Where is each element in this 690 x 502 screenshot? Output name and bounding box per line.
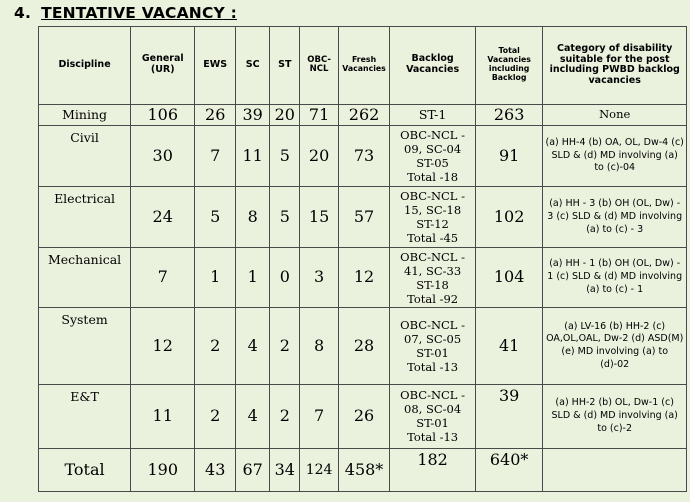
cell-fresh: 12 xyxy=(338,247,389,308)
cell-ews: 5 xyxy=(195,187,236,248)
table-row-civil xyxy=(39,125,687,187)
cell-st: 0 xyxy=(270,247,300,308)
backlog-line: ST-01 xyxy=(416,416,449,431)
header-total: Total Vacancies including Backlog xyxy=(475,27,542,105)
cell-total: 41 xyxy=(475,308,542,385)
cell-sc: 11 xyxy=(236,125,270,187)
cell-general: 190 xyxy=(131,448,195,491)
cell-fresh: 26 xyxy=(338,385,389,449)
cell-sc: 39 xyxy=(236,104,270,125)
cell-category: (a) HH - 1 (b) OH (OL, Dw) - 1 (c) SLD & (d) MD involving (a) to (c) - 1 xyxy=(543,247,687,308)
header-row xyxy=(39,27,687,105)
backlog-line: 07, SC-05 xyxy=(404,332,462,347)
cell-st: 2 xyxy=(270,385,300,449)
backlog-line: OBC-NCL - xyxy=(400,318,465,333)
table-row-et xyxy=(39,385,687,449)
cell-obc: 124 xyxy=(300,448,339,491)
backlog-line: ST-18 xyxy=(416,277,449,292)
cell-backlog: 182 xyxy=(390,448,476,491)
cell-st: 5 xyxy=(270,125,300,187)
backlog-line: Total -92 xyxy=(407,291,459,306)
cell-obc: 71 xyxy=(300,104,339,125)
cell-category: (a) HH - 3 (b) OH (OL, Dw) - 3 (c) SLD & (d) MD involving (a) to (c) - 3 xyxy=(543,187,687,248)
cell-sc: 4 xyxy=(236,308,270,385)
vacancy-table xyxy=(38,26,687,492)
cell-obc: 8 xyxy=(300,308,339,385)
cell-obc: 20 xyxy=(300,125,339,187)
cell-general: 106 xyxy=(131,104,195,125)
cell-general: 7 xyxy=(131,247,195,308)
cell-fresh: 28 xyxy=(338,308,389,385)
header-fresh: Fresh Vacancies xyxy=(338,27,389,105)
cell-fresh: 262 xyxy=(338,104,389,125)
cell-st: 20 xyxy=(270,104,300,125)
table-row-mechanical xyxy=(39,247,687,308)
cell-backlog xyxy=(390,308,476,385)
cell-ews: 7 xyxy=(195,125,236,187)
header-category: Category of disability suitable for the post including PWBD backlog vacancies xyxy=(543,27,687,105)
cell-ews: 1 xyxy=(195,247,236,308)
cell-discipline: Mechanical xyxy=(39,247,131,308)
backlog-line: OBC-NCL - xyxy=(400,128,465,143)
cell-backlog: ST-1 xyxy=(390,104,476,125)
backlog-line: Total -45 xyxy=(407,231,459,246)
backlog-line: OBC-NCL - xyxy=(400,249,465,264)
cell-st: 2 xyxy=(270,308,300,385)
cell-category: (a) HH-4 (b) OA, OL, Dw-4 (c) SLD & (d) MD involving (a) to (c)-04 xyxy=(543,125,687,187)
table-row-mining xyxy=(39,104,687,125)
header-general: General (UR) xyxy=(131,27,195,105)
backlog-line: Total -13 xyxy=(407,430,459,445)
cell-obc: 7 xyxy=(300,385,339,449)
cell-category: (a) HH-2 (b) OL, Dw-1 (c) SLD & (d) MD involving (a) to (c)-2 xyxy=(543,385,687,449)
table-row-total xyxy=(39,448,687,491)
backlog-line: ST-01 xyxy=(416,346,449,361)
cell-discipline: Mining xyxy=(39,104,131,125)
backlog-line: Total -13 xyxy=(407,360,459,375)
header-st: ST xyxy=(270,27,300,105)
header-obc: OBC-NCL xyxy=(300,27,339,105)
cell-discipline: System xyxy=(39,308,131,385)
cell-fresh: 57 xyxy=(338,187,389,248)
cell-category: (a) LV-16 (b) HH-2 (c) OA,OL,OAL, Dw-2 (d) ASD(M) (e) MD involving (a) to (d)-02 xyxy=(543,308,687,385)
cell-ews: 2 xyxy=(195,385,236,449)
cell-backlog xyxy=(390,247,476,308)
backlog-line: OBC-NCL - xyxy=(400,189,465,204)
cell-backlog xyxy=(390,187,476,248)
section-title: TENTATIVE VACANCY : xyxy=(41,4,237,22)
table-row-electrical xyxy=(39,187,687,248)
cell-sc: 1 xyxy=(236,247,270,308)
backlog-line: ST-05 xyxy=(416,156,449,171)
cell-total: 263 xyxy=(475,104,542,125)
cell-category xyxy=(543,448,687,491)
cell-total: 640* xyxy=(475,448,542,491)
backlog-line: OBC-NCL - xyxy=(400,388,465,403)
backlog-line: 09, SC-04 xyxy=(404,142,462,157)
cell-backlog xyxy=(390,385,476,449)
cell-general: 24 xyxy=(131,187,195,248)
header-discipline: Discipline xyxy=(39,27,131,105)
backlog-line: 15, SC-18 xyxy=(404,203,462,218)
header-sc: SC xyxy=(236,27,270,105)
cell-obc: 15 xyxy=(300,187,339,248)
section-heading xyxy=(14,4,237,22)
cell-general: 30 xyxy=(131,125,195,187)
cell-discipline: Civil xyxy=(39,125,131,187)
cell-total: 91 xyxy=(475,125,542,187)
cell-discipline: E&T xyxy=(39,385,131,449)
header-backlog: Backlog Vacancies xyxy=(390,27,476,105)
table-row-system xyxy=(39,308,687,385)
cell-ews: 26 xyxy=(195,104,236,125)
cell-total-label: Total xyxy=(39,448,131,491)
cell-discipline: Electrical xyxy=(39,187,131,248)
cell-sc: 67 xyxy=(236,448,270,491)
backlog-line: ST-12 xyxy=(416,217,449,232)
cell-general: 11 xyxy=(131,385,195,449)
cell-obc: 3 xyxy=(300,247,339,308)
backlog-line: Total -18 xyxy=(407,170,459,185)
cell-general: 12 xyxy=(131,308,195,385)
cell-category: None xyxy=(543,104,687,125)
cell-ews: 43 xyxy=(195,448,236,491)
cell-backlog xyxy=(390,125,476,187)
cell-total: 39 xyxy=(475,385,542,449)
backlog-line: 08, SC-04 xyxy=(404,402,462,417)
cell-st: 34 xyxy=(270,448,300,491)
cell-fresh: 458* xyxy=(338,448,389,491)
cell-sc: 4 xyxy=(236,385,270,449)
backlog-line: 41, SC-33 xyxy=(404,263,462,278)
cell-total: 104 xyxy=(475,247,542,308)
cell-fresh: 73 xyxy=(338,125,389,187)
cell-total: 102 xyxy=(475,187,542,248)
cell-sc: 8 xyxy=(236,187,270,248)
cell-ews: 2 xyxy=(195,308,236,385)
section-number: 4. xyxy=(14,4,32,22)
header-ews: EWS xyxy=(195,27,236,105)
cell-st: 5 xyxy=(270,187,300,248)
